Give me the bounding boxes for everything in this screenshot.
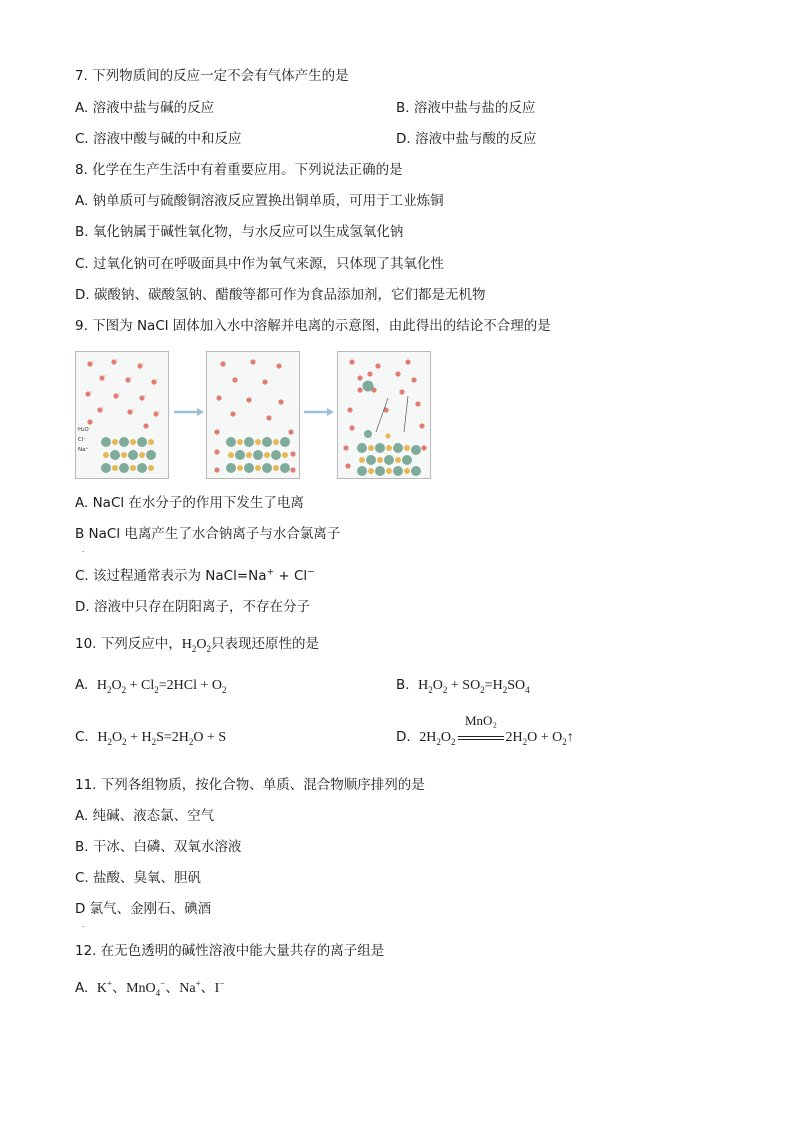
q9-option-b: B NaCl 电离产生了水合钠离子与水合氯离子 xyxy=(75,526,341,542)
hydrated-chloride-ion xyxy=(363,381,374,392)
q11-option-d: D 氯气、金刚石、碘酒 xyxy=(75,901,212,917)
q10-option-b: B. $H_2O_2 + SO_2=H_2SO_4$ xyxy=(396,677,530,695)
figure-legend xyxy=(78,425,89,455)
q12-option-a: A. K+、MnO$_4$−、Na+、I− xyxy=(75,978,225,998)
q11-option-c: C. 盐酸、臭氧、胆矾 xyxy=(75,870,202,886)
q8-option-d: D. 碳酸钠、碳酸氢钠、醋酸等都可作为食品添加剂，它们都是无机物 xyxy=(75,287,486,303)
dissolution-panel-3 xyxy=(337,351,431,479)
q11-option-a: A. 纯碱、液态氯、空气 xyxy=(75,808,215,824)
right-arrow-icon xyxy=(173,407,205,417)
q10-stem: 10. 下列反应中，$H_2O_2$只表现还原性的是 xyxy=(75,636,320,654)
q9-option-a: A. NaCl 在水分子的作用下发生了电离 xyxy=(75,495,304,511)
q10-option-c: C. $H_2O_2 + H_2S=2H_2O + S$ xyxy=(75,729,227,747)
dissolution-panel-2 xyxy=(206,351,300,479)
right-arrow-icon xyxy=(303,407,335,417)
q11-option-b: B. 干冰、白磷、双氧水溶液 xyxy=(75,839,242,855)
q9-option-c: C. 该过程通常表示为 NaCl=Na+ + Cl− xyxy=(75,567,315,584)
catalyst-label: MnO₂ xyxy=(465,713,497,728)
q8-option-c: C. 过氧化钠可在呼吸面具中作为氧气来源，只体现了其氧化性 xyxy=(75,256,445,272)
q11-stem: 11. 下列各组物质，按化合物、单质、混合物顺序排列的是 xyxy=(75,777,425,793)
q7-option-a: A. 溶液中盐与碱的反应 xyxy=(75,100,215,116)
dissolution-panel-1 xyxy=(75,351,169,479)
q10-option-d: D. $2H_2O_2$ $2H_2O$ + $O_2↑$ xyxy=(396,729,574,747)
legend-water: H₂O xyxy=(78,427,89,433)
q7-option-b: B. 溶液中盐与盐的反应 xyxy=(396,100,536,116)
q7-option-d: D. 溶液中盐与酸的反应 xyxy=(396,131,537,147)
q8-stem: 8. 化学在生产生活中有着重要应用。下列说法正确的是 xyxy=(75,162,403,178)
q10-option-a: A. $H_2O_2 + Cl_2=2HCl + O_2$ xyxy=(75,677,227,695)
q12-stem: 12. 在无色透明的碱性溶液中能大量共存的离子组是 xyxy=(75,943,385,959)
q8-option-a: A. 钠单质可与硫酸铜溶液反应置换出铜单质，可用于工业炼铜 xyxy=(75,193,444,209)
q7-stem: 7. 下列物质间的反应一定不会有气体产生的是 xyxy=(75,68,349,84)
legend-sodium: Na⁺ xyxy=(78,447,89,453)
legend-chloride: Cl⁻ xyxy=(78,437,87,443)
q9-option-d: D. 溶液中只存在阴阳离子，不存在分子 xyxy=(75,599,310,615)
q8-option-b: B. 氧化钠属于碱性氧化物，与水反应可以生成氢氧化钠 xyxy=(75,224,404,240)
q7-option-c: C. 溶液中酸与碱的中和反应 xyxy=(75,131,242,147)
q9-stem: 9. 下图为 NaCl 固体加入水中溶解并电离的示意图，由此得出的结论不合理的是 xyxy=(75,318,551,334)
